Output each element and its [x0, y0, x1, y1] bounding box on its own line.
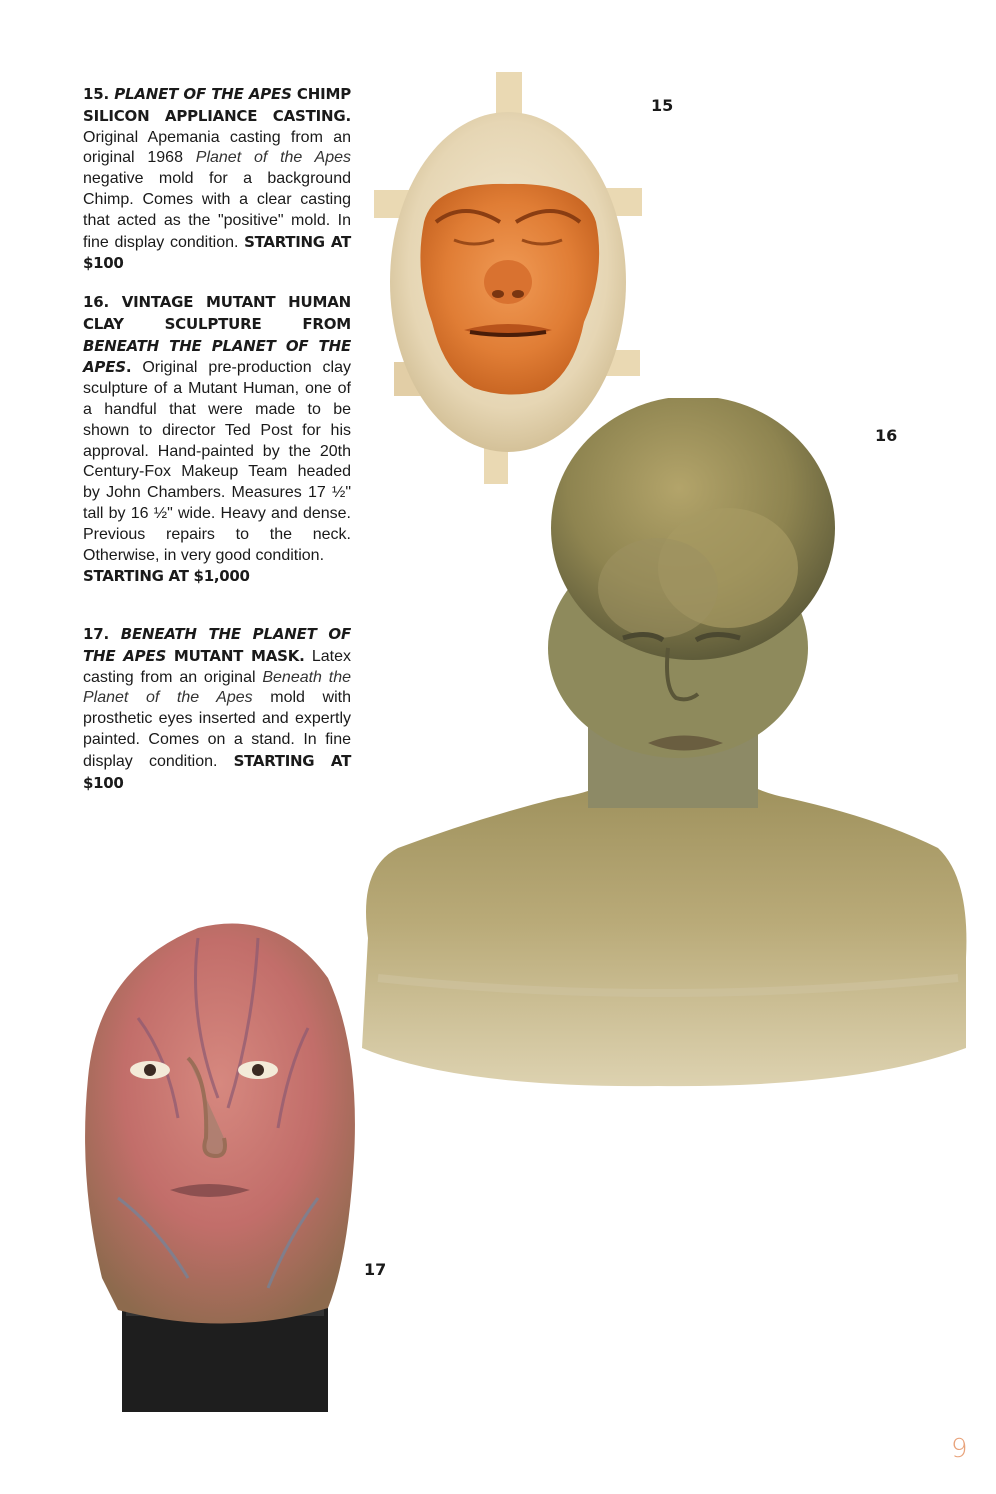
lot-17-desc-part1: Latex casting from an original: [83, 647, 351, 686]
lot-17-title: MUTANT MASK.: [166, 646, 305, 665]
lot-15-desc-part1: Original Apemania casting from an original 1968: [83, 128, 351, 167]
lot-17-description: [83, 624, 351, 794]
lot-15-desc-part2: negative mold for a background Chimp. Comes with a clear casting that acted as the "positive" mold. In fine display condition.: [83, 170, 351, 251]
lot-16-number: 16.: [83, 293, 109, 311]
lot-17-number: 17.: [83, 625, 109, 643]
lot-16-price: STARTING AT $1,000: [83, 567, 250, 586]
lot-17-label: 17: [364, 1260, 387, 1279]
lot-16-photo: [358, 398, 970, 1088]
lot-17-price: STARTING AT $100: [83, 751, 351, 792]
lot-16-title-end: .: [125, 358, 132, 377]
page-number: 9: [951, 1434, 968, 1464]
lot-16-title-italic: BENEATH THE PLANET OF THE APES: [83, 336, 351, 377]
lot-17-desc-part2: mold with prosthetic eyes inserted and expertly painted. Comes on a stand. In fine display condition.: [83, 689, 351, 770]
lot-15-price: STARTING AT $100: [83, 232, 351, 273]
lot-15-title-italic: PLANET OF THE APES: [114, 85, 292, 103]
lot-16-description: [83, 292, 351, 588]
lot-15-label: 15: [651, 96, 674, 115]
lot-15-heading: [83, 85, 351, 125]
lot-15-number: 15.: [83, 85, 109, 103]
lot-16-title: VINTAGE MUTANT HUMAN CLAY SCULPTURE FROM: [83, 293, 351, 333]
lot-15-description: [83, 84, 351, 275]
lot-15-desc-italic: Planet of the Apes: [195, 149, 351, 167]
lot-17-desc-italic: Beneath the Planet of the Apes: [83, 668, 352, 707]
lot-16-desc: Original pre-production clay sculpture of a Mutant Human, one of a handful that were made to be shown to director Ted Post for his approval. Hand-painted by the 20th Century-Fox Makeup Team headed by John Chambers. Measures 17 ½" tall by 16 ½" wide. Heavy and dense. Previous repairs to the neck. Otherwise, in very good condition.: [83, 359, 351, 564]
lot-17-photo: [78, 898, 360, 1412]
lot-16-label: 16: [875, 426, 898, 445]
lot-17-title-italic: BENEATH THE PLANET OF THE APES: [83, 625, 351, 665]
lot-15-title: CHIMP SILICON APPLIANCE CASTING.: [83, 85, 351, 125]
